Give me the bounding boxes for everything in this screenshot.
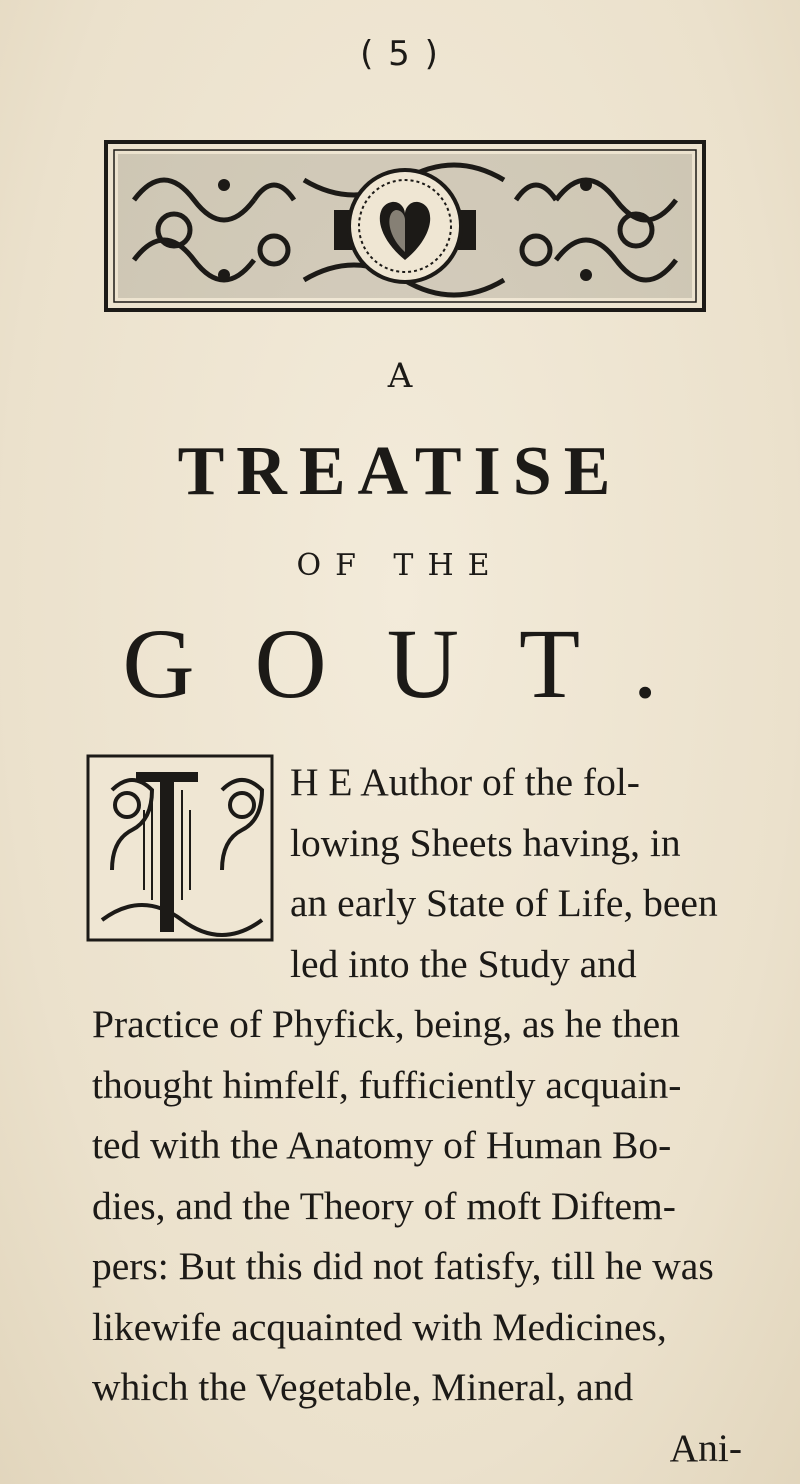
title-connector: OF THE [296,548,504,583]
title-article: A [387,356,413,396]
body-line: which the Vegetable, Mineral, and [92,1365,634,1409]
body-line: Practice of Phyfick, being, as he then [92,1002,680,1046]
title-treatise: TREATISE [177,433,623,510]
page-number: ( 5 ) [360,34,440,74]
ornamental-headpiece-icon [104,140,706,312]
body-paragraph [92,752,742,1478]
body-line: likewife acquainted with Medicines, [92,1304,667,1349]
catchword: Ani- [669,1425,742,1470]
body-line: H E Author of the fol- [290,760,640,804]
body-line: thought himfelf, fufficiently acquain- [92,1062,682,1107]
body-line: dies, and the Theory of moft Diftem- [92,1183,676,1228]
body-line: lowing Sheets having, in [290,820,681,865]
body-line: led into the Study and [290,941,637,986]
body-line: pers: But this did not fatisfy, till he was [92,1244,714,1288]
title-subject: GOUT. [122,608,718,719]
body-line: an early State of Life, been [290,881,718,925]
body-line: ted with the Anatomy of Human Bo- [92,1123,672,1167]
